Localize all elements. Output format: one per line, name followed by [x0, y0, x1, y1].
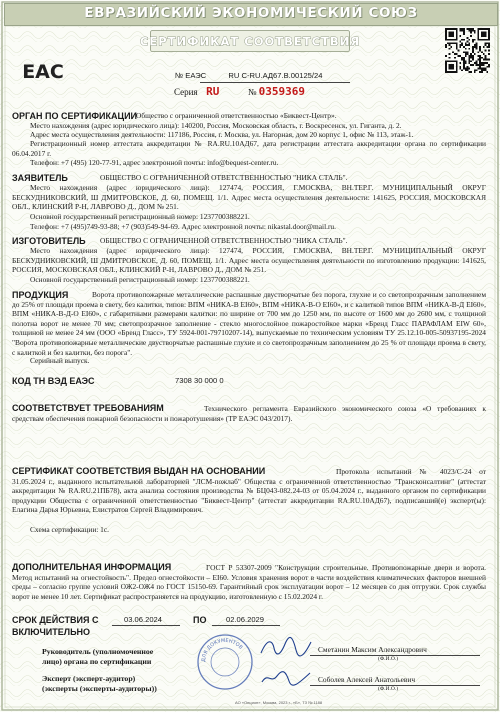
- additional-text: ГОСТ Р 53307-2009 "Конструкции строительные. Противопожарные двери и ворота. Метод испытаний на огнестойкость". Предел огнестойкости – EI60. Условия хранения ворот в части воздействия климатических факторов внешней среды – согласно группе условий ОЖ2-ОЖ4 по ГОСТ 15150-69. Гарантийный срок эксплуатации ворот – 12 месяцев со дня отгрузки. Срок службы ворот не менее 10 лет. Сертификат распространяется на продукцию, изготовленную с 15.02.2024 г.: [12, 563, 486, 601]
- head-signature-icon: [258, 636, 314, 658]
- svg-text:СЕРТИФИКАТ СООТВЕТСТВИЯ: СЕРТИФИКАТ СООТВЕТСТВИЯ: [139, 34, 361, 49]
- expert-name-caption: (Ф.И.О.): [378, 686, 399, 692]
- expert-name: Соболев Алексей Анатольевич: [318, 675, 416, 684]
- union-name: ЕВРАЗИЙСКИЙ ЭКОНОМИЧЕСКИЙ СОЮЗ: [84, 5, 418, 21]
- organ-contacts: Телефон: +7 (495) 120-77-91, адрес электронной почты: info@bequest-center.ru.: [30, 158, 279, 167]
- head-name-caption: (Ф.И.О.): [378, 656, 399, 662]
- requirements-heading: СООТВЕТСТВУЕТ ТРЕБОВАНИЯМ: [12, 403, 164, 413]
- organ-legal-address: Место нахождения (адрес юридического лица): 140200, Россия, Московская область, г. Воскресенск, ул. Гиганта, д. 2.: [30, 121, 402, 130]
- manufacturer-address: Место нахождения (адрес юридического лица): 127474, РОССИЯ, Г.МОСКВА, ВН.ТЕР.Г. МУНИЦИПАЛЬНЫЙ ОКРУГ БЕСКУДНИКОВСКИЙ, Ш ДМИТРОВСКОЕ, Д. 60, ПОМЕЩ. 1/1. Адрес места осуществления деятельности по изготовлению продукции: 141625, РОССИЯ, МОСКОВСКАЯ ОБЛ., КЛИНСКИЙ Р-Н, ЛАВРОВО Д., ДОМ № 251.: [12, 246, 486, 275]
- validity-inclusive: ВКЛЮЧИТЕЛЬНО: [12, 627, 91, 637]
- additional-heading: ДОПОЛНИТЕЛЬНАЯ ИНФОРМАЦИЯ: [12, 562, 172, 572]
- tn-ved-heading: КОД ТН ВЭД ЕАЭС: [12, 376, 95, 386]
- validity-from-label: СРОК ДЕЙСТВИЯ С: [12, 615, 99, 625]
- applicant-address: Место нахождения (адрес юридического лица): 127474, РОССИЯ, Г.МОСКВА, ВН.ТЕР.Г. МУНИЦИПАЛЬНЫЙ ОКРУГ БЕСКУДНИКОВСКИЙ, Ш ДМИТРОВСКОЕ, Д. 60, ПОМЕЩ. 1/1. Адрес места осуществления деятельности: 141625, РОССИЯ, МОСКОВСКАЯ ОБЛ., КЛИНСКИЙ Р-Н, ЛАВРОВО Д., ДОМ № 251.: [12, 183, 486, 212]
- product-description: Ворота противопожарные металлические распашные двустворчатые без порога, глухие и со светопрозрачным заполнением до 25% от площади проема в свету, без калитки, типов: ВПМ «НИКА-В EI60», ВПМ «НИКА-В-О EI60», и с калиткой типов ВПМ «НИКА-В-Д EI60», ВПМ «НИКА-В-Д-О EI60», с габаритными размерами калитки: по ширине от 700 мм до 1250 мм, по высоте от 1600 мм до 2600 мм, с толщиной полотна ворот не менее 70 мм; светопрозрачное заполнение - стекло многослойное пожаростойкое марки «Бренд Гласс ПАРАФЛАМ EIW 60», толщиной не менее 24 мм (ООО «Бренд Гласс», ТУ 5924-001-79710207-14), выпускаемые по техническим условиям ТУ 25.12.10-005-50937195-2024 "Ворота противопожарные металлические двустворчатые распашные глухие и со светопрозрачным заполнением до 25 % от площади проема в свету, с калиткой и без калитки, без порога".: [12, 290, 486, 357]
- basis-scheme: Схема сертификации: 1с.: [30, 525, 110, 534]
- product-heading: ПРОДУКЦИЯ: [12, 290, 69, 300]
- series-letters: RU: [206, 85, 220, 98]
- basis-heading: СЕРТИФИКАТ СООТВЕТСТВИЯ ВЫДАН НА ОСНОВАНИИ: [12, 466, 266, 476]
- expert-signature-icon: [258, 668, 314, 688]
- manufacturer-ogrn: Основной государственный регистрационный номер: 1237700388221.: [30, 275, 250, 284]
- expert-label-line2: (эксперты (эксперты-аудиторы)): [42, 684, 157, 693]
- requirements-text: Технического регламента Евразийского экономического союза «О требованиях к средствам обеспечения пожарной безопасности и пожаротушения» (ТР ЕАЭС 043/2017).: [12, 404, 486, 423]
- qr-code-icon: [445, 28, 490, 73]
- svg-text:ДЛЯ ДОКУМЕНТОВ: ДЛЯ ДОКУМЕНТОВ: [200, 637, 244, 663]
- product-serial: Серийный выпуск.: [30, 356, 90, 365]
- organ-heading: ОРГАН ПО СЕРТИФИКАЦИИ: [12, 111, 138, 121]
- certification-stamp-icon: [196, 633, 254, 691]
- organ-name: Общество с ограниченной ответственностью «Биквест-Центр».: [136, 111, 337, 120]
- validity-to-label: ПО: [193, 615, 207, 625]
- organ-activity-address: Адрес места осуществления деятельности: 117186, Россия, г. Москва, ул. Нагорная, дом 20 корпус 1, офис № 113, этаж-1.: [30, 130, 414, 139]
- series-number-prefix: №: [247, 87, 257, 97]
- tn-ved-code: 7308 30 000 0: [175, 376, 224, 385]
- eac-mark-icon: [22, 58, 64, 83]
- basis-text: Протокола испытаний № 4023/С-24 от 31.05.2024 г., выданного испытательной лабораторией "ЛСМ-пожлаб" Общества с ограниченной ответственностью "Трансконсалтинг" (аттестат аккредитации № RA.RU.21ПБ78), акта анализа состояния производства № БЦ043-082.24-03 от 05.04.2024 г., выданного органом по сертификации продукции Общества с ограниченной ответственностью "Биквест-Центр" (аттестат аккредитации RA.RU.10АД67), подписавший(е) эксперт(ы): Елагина Дарья Юрьевна, Елистратов Сергей Владимирович.: [12, 467, 486, 515]
- registration-underline: [200, 82, 350, 83]
- series-label: Серия: [174, 87, 198, 97]
- validity-to-date: 02.06.2029: [226, 615, 265, 624]
- head-label-line1: Руководитель (уполномоченное: [42, 647, 154, 656]
- manufacturer-heading: ИЗГОТОВИТЕЛЬ: [12, 236, 86, 246]
- validity-to-underline: [212, 625, 280, 626]
- manufacturer-name: ОБЩЕСТВО С ОГРАНИЧЕННОЙ ОТВЕТСТВЕННОСТЬЮ "НИКА СТАЛЬ".: [100, 236, 348, 245]
- expert-label-line1: Эксперт (эксперт-аудитор): [42, 674, 136, 683]
- applicant-ogrn: Основной государственный регистрационный номер: 1237700388221.: [30, 212, 250, 221]
- certificate-title: [139, 30, 361, 52]
- organ-accreditation: Регистрационный номер аттестата аккредитации № RA.RU.10АД67, дата регистрации аттестата аккредитации органа по сертификации 06.04.2017 г.: [12, 139, 486, 158]
- head-label-line2: лицо) органа по сертификации: [42, 657, 152, 666]
- applicant-heading: ЗАЯВИТЕЛЬ: [12, 173, 68, 183]
- validity-from-underline: [112, 625, 180, 626]
- applicant-name: ОБЩЕСТВО С ОГРАНИЧЕННОЙ ОТВЕТСТВЕННОСТЬЮ "НИКА СТАЛЬ".: [100, 173, 348, 182]
- applicant-contacts: Телефон: +7 (495)749-93-88; +7 (903)549-94-69. Адрес электронной почты: nikastal.door@mail.ru.: [30, 222, 336, 231]
- registration-prefix: № ЕАЭС: [175, 71, 207, 80]
- validity-from-date: 03.06.2024: [124, 615, 163, 624]
- svg-text:EAC: EAC: [22, 61, 64, 83]
- head-name: Сметанин Максим Александрович: [318, 645, 427, 654]
- union-banner: [4, 3, 498, 26]
- registration-number: RU С-RU.АД67.В.00125/24: [228, 71, 323, 80]
- series-number: 0359369: [258, 85, 306, 98]
- printer-imprint: АО «Опцион», Москва, 2023 г., «Б», ТЗ № 1188: [235, 700, 323, 705]
